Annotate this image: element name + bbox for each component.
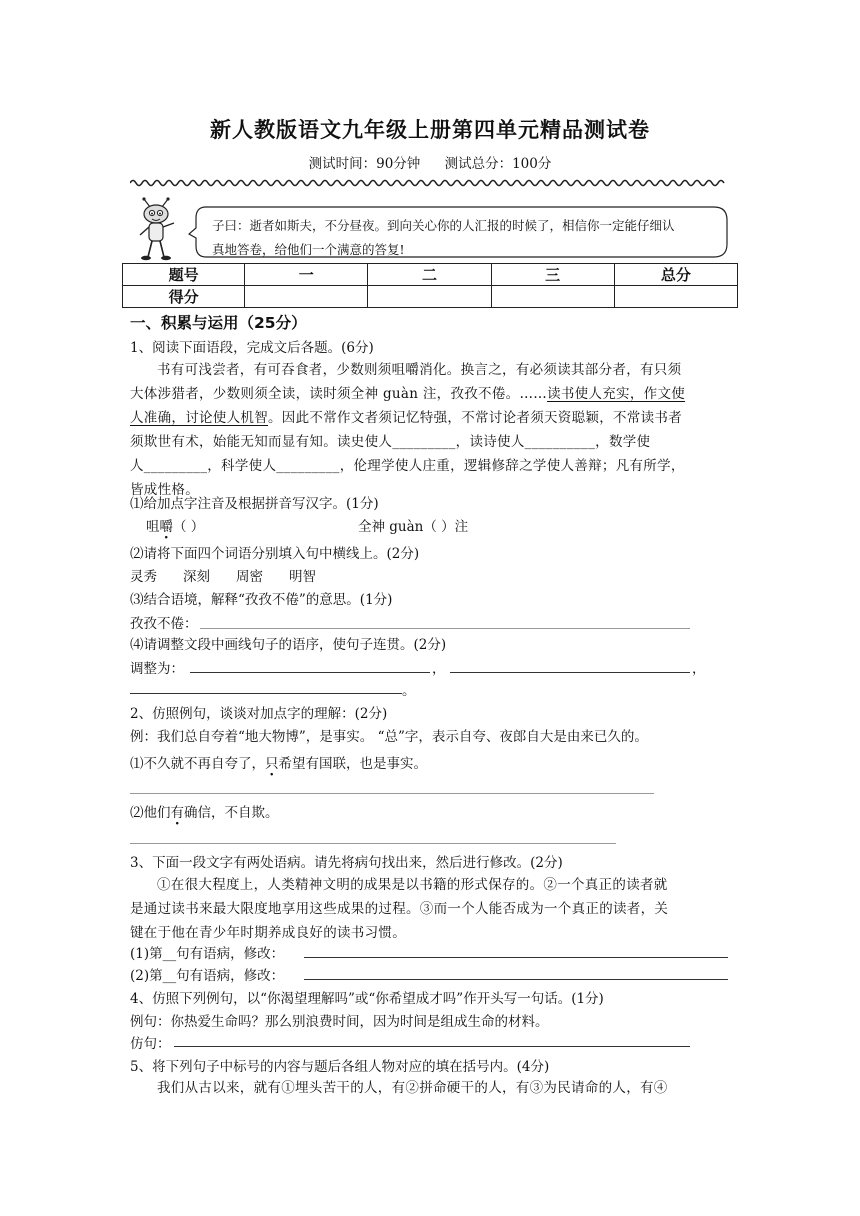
score-input-cell[interactable] [491, 286, 614, 308]
test-info [0, 152, 860, 172]
passage-line: 我们从古以来，就有①埋头苦干的人，有②拼命硬干的人，有③为民请命的人，有④ [157, 1080, 668, 1096]
answer-line[interactable] [190, 672, 430, 673]
score-table-cell: 得分 [123, 286, 245, 308]
passage-text: 大体涉猎者，少数则须全读，读时须全神 guàn 注，孜孜不倦。…… [130, 386, 548, 402]
answer-line[interactable] [130, 843, 616, 844]
passage-line: 人_________，科学使人_________，伦理学使人庄重，逻辑修辞之学使人善辩；凡有所学， [130, 458, 685, 474]
question-3-answer-2: (2)第__句有语病，修改： [130, 968, 285, 984]
cartoon-mascot-icon [132, 197, 182, 261]
answer-line[interactable] [450, 672, 690, 673]
dotted-char: 只 [265, 756, 279, 772]
passage-line [130, 406, 734, 430]
test-total-score: 测试总分：100分 [444, 156, 552, 172]
sentence-text: 确信，不自欺。 [184, 805, 279, 821]
answer-line[interactable] [130, 793, 654, 794]
word-bank [130, 565, 316, 585]
question-2-sentence-1 [130, 752, 427, 772]
sentence-text: 希望有国联，也是事实。 [278, 756, 427, 772]
score-table-cell: 三 [491, 264, 614, 286]
dotted-char: 有 [170, 805, 184, 821]
passage-text: 。因此不常作文者须记忆特强，不常讨论者须天资聪颖，不常读书者 [268, 410, 682, 426]
answer-blank[interactable]: （ ） [173, 519, 205, 535]
sub-question-4: ⑷请调整文段中画线句子的语序，使句子连贯。(2分) [130, 637, 447, 653]
question-2-sentence-2 [130, 801, 279, 821]
question-4-example: 例句：你热爱生命吗？那么别浪费时间，因为时间是组成生命的材料。 [130, 1014, 549, 1030]
question-2-stem: 2、仿照例句，谈谈对加点字的理解：(2分) [130, 706, 388, 722]
word-bank-item: 深刻 [183, 569, 210, 585]
score-table-cell: 一 [245, 264, 368, 286]
score-table-header-row [123, 264, 738, 286]
score-table-cell: 二 [368, 264, 491, 286]
underlined-sentence: 人准确，讨论使人机智 [130, 410, 268, 426]
passage-line: 是通过读书来最大限度地享用这些成果的过程。③而一个人能否成为一个真正的读者，关 [130, 901, 669, 917]
dotted-char: 嚼 [159, 519, 173, 535]
question-1-stem: 1、阅读下面语段，完成文后各题。(6分) [130, 340, 374, 356]
wavy-divider [130, 176, 730, 190]
score-input-cell[interactable] [368, 286, 491, 308]
sentence-text: ⑴不久就不再自夸了， [130, 756, 265, 772]
answer-label: 调整为： [130, 661, 184, 677]
target-char: 咀 [146, 519, 160, 535]
underlined-sentence: 读书使人充实，作文使 [547, 386, 686, 402]
question-4-stem: 4、仿照下列例句，以“你渴望理解吗”或“你希望成才吗”作开头写一句话。(1分) [130, 991, 604, 1007]
passage-line: 书有可浅尝者，有可吞食者，少数则须咀嚼消化。换言之，有必须读其部分者，有只须 [157, 362, 682, 378]
question-3-answer-1: (1)第__句有语病，修改： [130, 946, 285, 962]
passage-line: 键在于他在青少年时期养成良好的读书习惯。 [130, 925, 406, 941]
sub-question-1: ⑴给加点字注音及根据拼音写汉字。(1分) [130, 496, 379, 512]
answer-line[interactable] [304, 979, 728, 980]
answer-label: 仿句： [130, 1036, 171, 1052]
speech-bubble-text [212, 214, 712, 262]
pinyin-item-a [146, 515, 204, 535]
pinyin-item-b[interactable]: 全神 guàn（ ）注 [358, 519, 469, 535]
score-table-cell: 题号 [123, 264, 245, 286]
score-table-cell: 总分 [614, 264, 737, 286]
comma: ， [432, 661, 446, 677]
word-bank-item: 周密 [236, 569, 263, 585]
page-title: 新人教版语文九年级上册第四单元精品测试卷 [210, 118, 650, 142]
sub-question-3: ⑶结合语境，解释“孜孜不倦”的意思。(1分) [130, 592, 393, 608]
test-time: 测试时间：90分钟 [308, 156, 421, 172]
passage-line: 须欺世有术，始能无知而显有知。读史使人_________，读诗使人__________，数学使 [130, 434, 651, 450]
word-bank-item: 明智 [289, 569, 316, 585]
score-input-cell[interactable] [245, 286, 368, 308]
question-5-passage [130, 1076, 734, 1100]
answer-line[interactable] [200, 628, 690, 629]
answer-line[interactable] [174, 1046, 690, 1047]
passage-line [130, 382, 734, 406]
question-1-passage [130, 358, 734, 502]
answer-label: 孜孜不倦： [130, 616, 198, 632]
section-heading: 一、积累与运用（25分） [130, 314, 307, 332]
score-table [122, 263, 738, 308]
score-table-score-row [123, 286, 738, 308]
answer-line[interactable] [130, 693, 402, 694]
question-2-example: 例：我们总自夸着“地大物博”，是事实。 “总”字，表示自夸、夜郎自大是由来已久的。 [130, 729, 648, 745]
passage-line: 皆成性格。 [130, 482, 199, 498]
passage-line: ①在很大程度上，人类精神文明的成果是以书籍的形式保存的。②一个真正的读者就 [157, 877, 668, 893]
question-3-stem: 3、下面一段文字有两处语病。请先将病句找出来，然后进行修改。(2分) [130, 855, 563, 871]
comma: ， [692, 661, 706, 677]
score-input-cell[interactable] [614, 286, 737, 308]
question-5-stem: 5、将下列句子中标号的内容与题后各组人物对应的填在括号内。(4分) [130, 1059, 550, 1075]
word-bank-item: 灵秀 [130, 569, 157, 585]
bubble-line-2: 真地答卷，给他们一个满意的答复! [212, 242, 405, 257]
period: 。 [402, 683, 416, 699]
bubble-line-1: 子曰：逝者如斯夫，不分昼夜。到向关心你的人汇报的时候了，相信你一定能仔细认 [212, 218, 675, 233]
question-3-passage [130, 873, 734, 945]
sub-question-2: ⑵请将下面四个词语分别填入句中横线上。(2分) [130, 546, 420, 562]
sentence-text: ⑵他们 [130, 805, 171, 821]
answer-line[interactable] [304, 957, 728, 958]
